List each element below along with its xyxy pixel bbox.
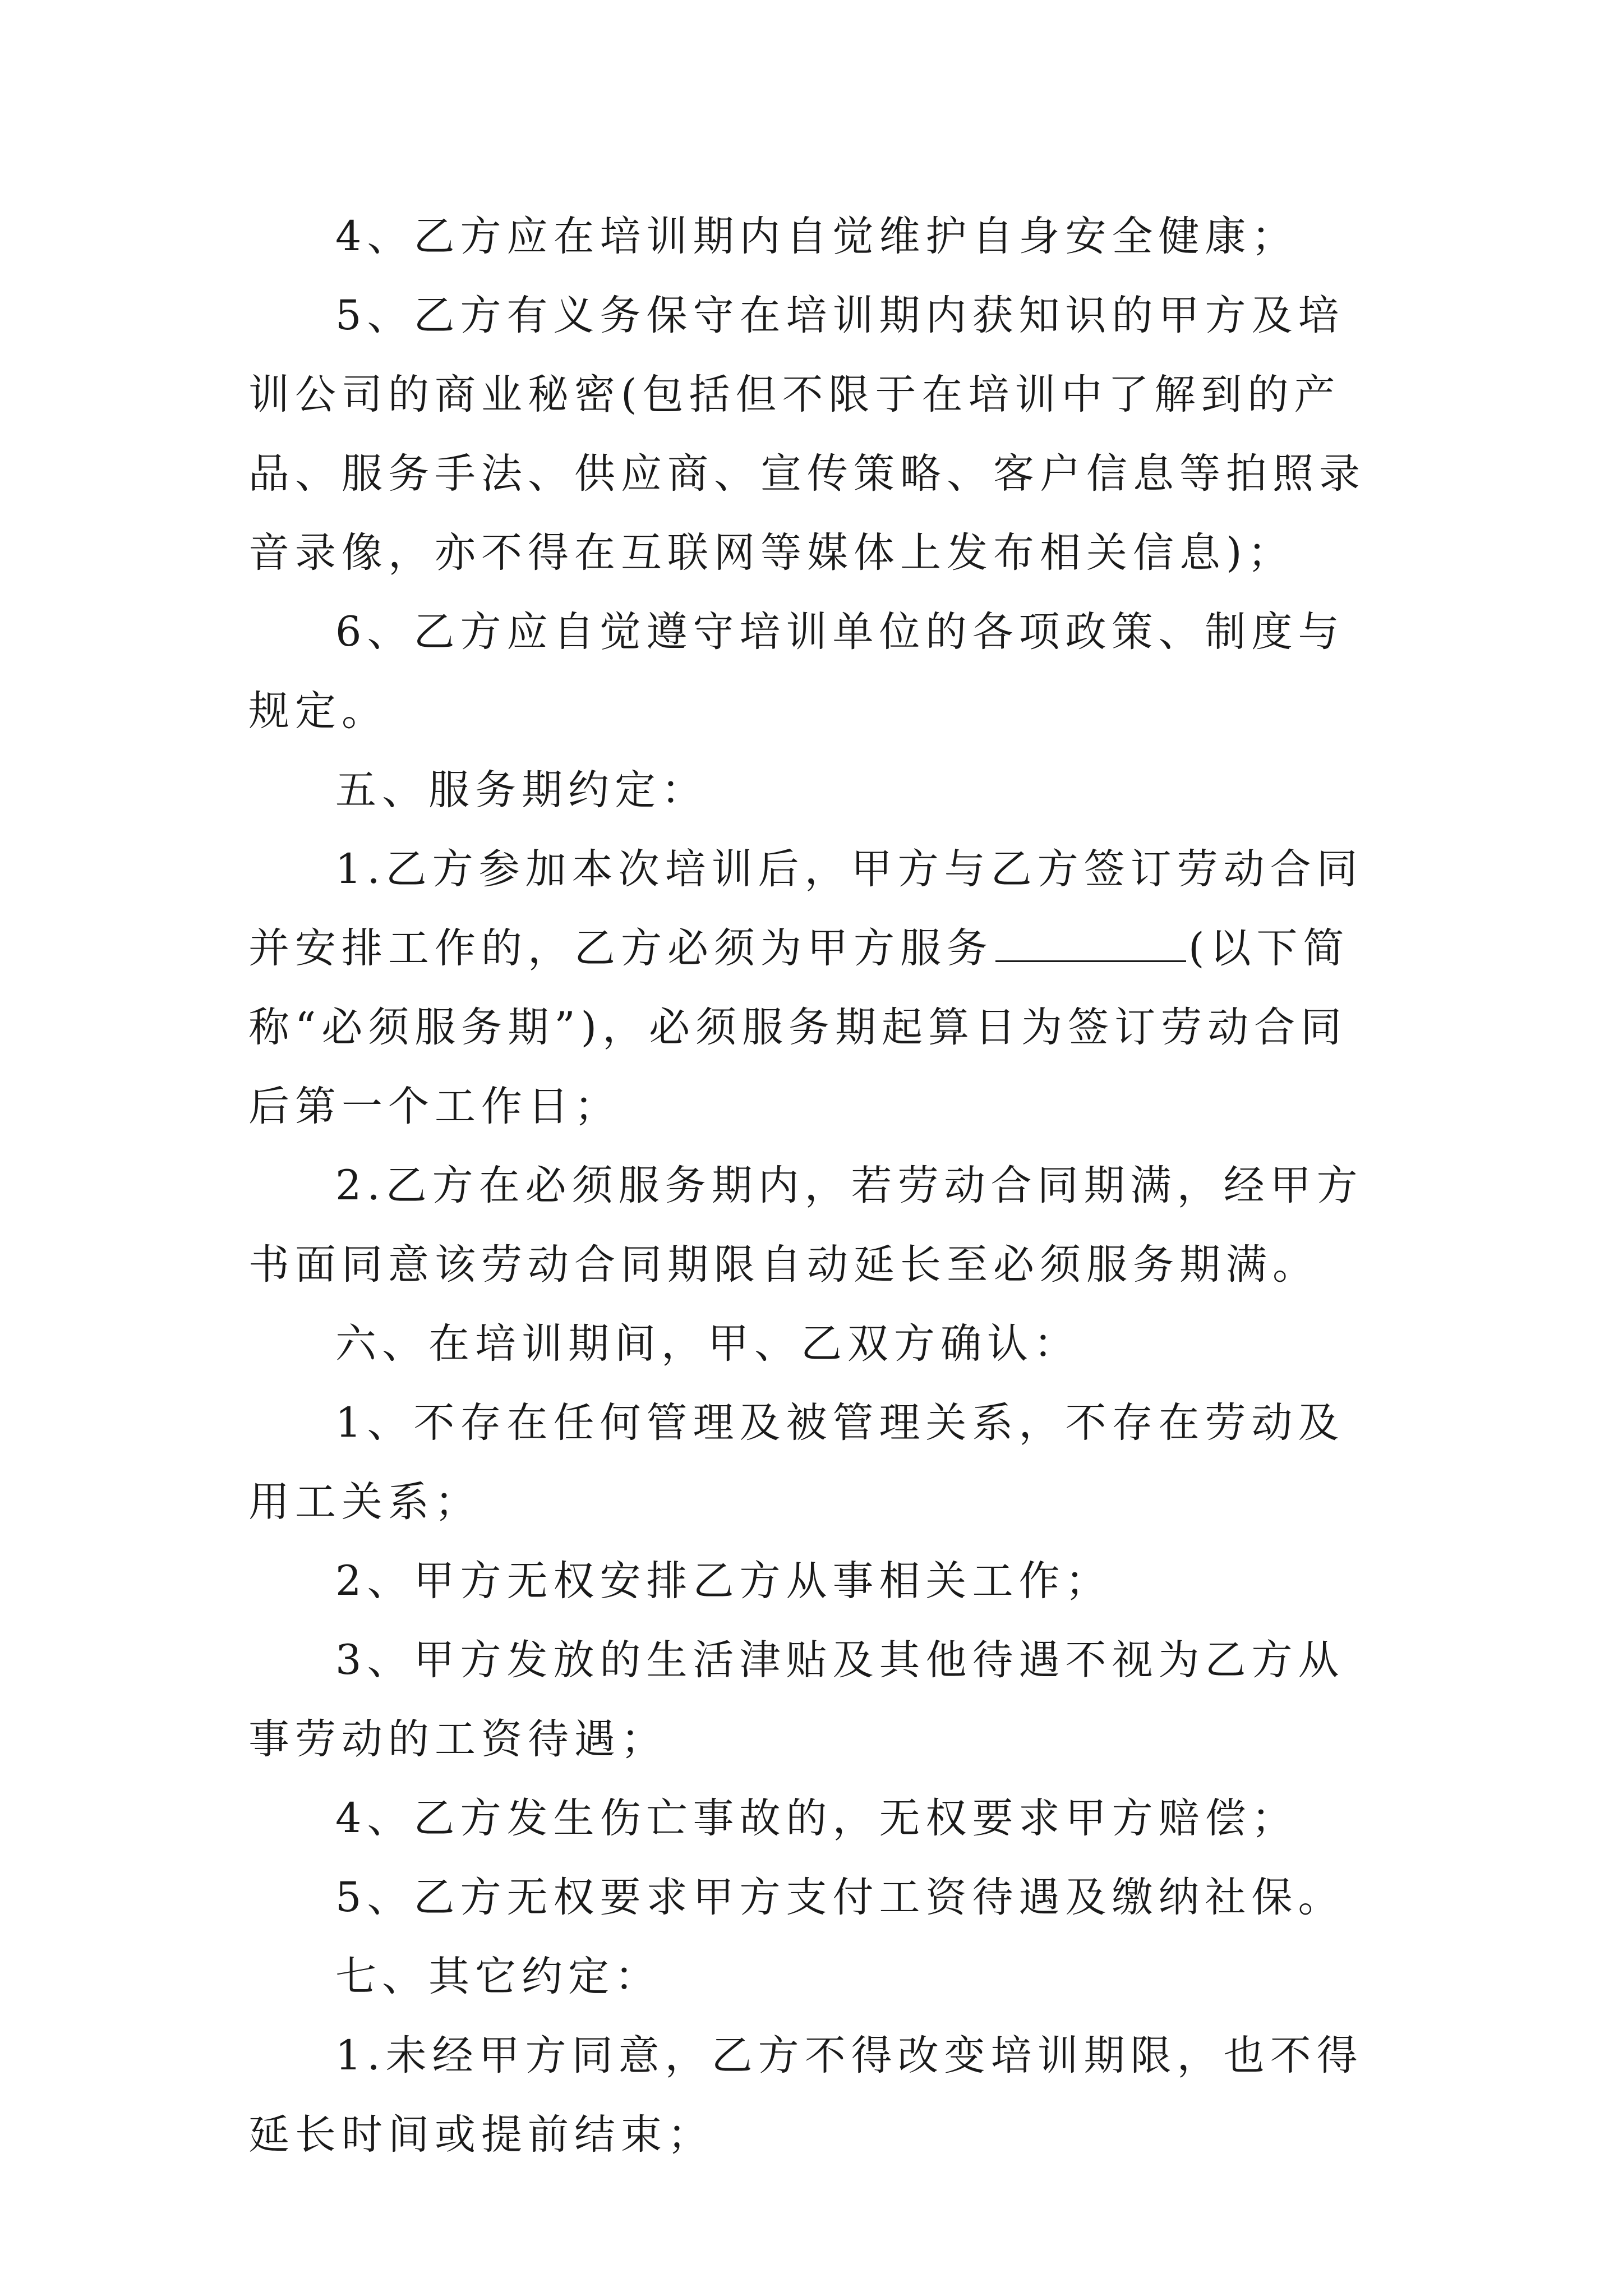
confirm-clause-5: 5、乙方无权要求甲方支付工资待遇及缴纳社保。: [335, 1874, 1345, 1921]
other-clause-1: 1.未经甲方同意，乙方不得改变培训期限，也不得延长时间或提前结束；: [248, 2032, 1363, 2159]
service-clause-1-text-after: (以下简称“必须服务期”)，必须服务期起算日为签订劳动合同后第一个工作日；: [248, 924, 1350, 1130]
confirm-clause-4: 4、乙方发生伤亡事故的，无权要求甲方赔偿；: [335, 1795, 1298, 1842]
service-clause-1-text-before: 1.乙方参加本次培训后，甲方与乙方签订劳动合同并安排工作的，乙方必须为甲方服务: [248, 845, 1363, 972]
section-5-heading: 五、服务期约定：: [335, 766, 708, 814]
document-body: [248, 197, 1381, 2174]
confirm-clause-1: 1、不存在任何管理及被管理关系，不存在劳动及用工关系；: [248, 1399, 1345, 1526]
service-period-blank: [995, 921, 1186, 962]
confirm-clause-2: 2、甲方无权安排乙方从事相关工作；: [335, 1557, 1112, 1605]
clause-4-safety: 4、乙方应在培训期内自觉维护自身安全健康；: [335, 213, 1298, 260]
section-6-heading: 六、在培训期间，甲、乙双方确认：: [335, 1320, 1080, 1368]
service-clause-1: [248, 830, 1381, 1146]
clause-6-compliance: 6、乙方应自觉遵守培训单位的各项政策、制度与规定。: [248, 608, 1345, 735]
clause-5-confidentiality: 5、乙方有义务保守在培训期内获知识的甲方及培训公司的商业秘密(包括但不限于在培训中了解到的产品、服务手法、供应商、宣传策略、客户信息等拍照录音录像，亦不得在互联网等媒体上发布相关信息)；: [248, 292, 1366, 577]
section-7-heading: 七、其它约定：: [335, 1953, 661, 2000]
confirm-clause-3: 3、甲方发放的生活津贴及其他待遇不视为乙方从事劳动的工资待遇；: [248, 1636, 1345, 1763]
service-clause-2: 2.乙方在必须服务期内，若劳动合同期满，经甲方书面同意该劳动合同期限自动延长至必须服务期满。: [248, 1162, 1363, 1289]
